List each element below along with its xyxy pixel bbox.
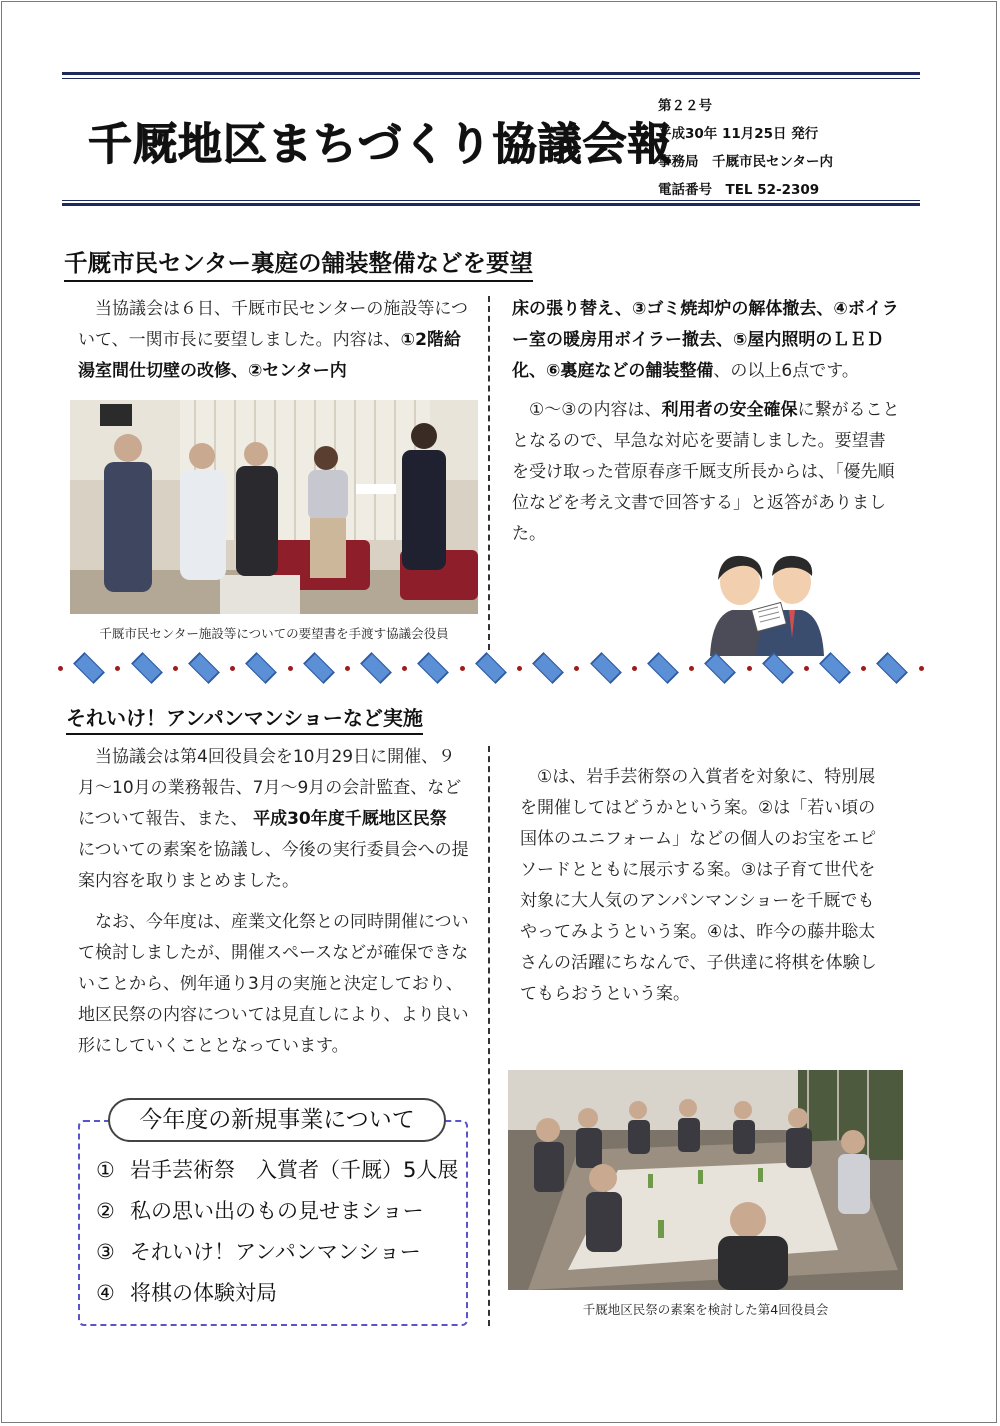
list-item-label: 岩手芸術祭 入賞者（千厩）5人展 bbox=[130, 1158, 459, 1182]
ornament-dot bbox=[173, 666, 178, 671]
list-item-number: ③ bbox=[96, 1240, 115, 1264]
ornament-dot bbox=[288, 666, 293, 671]
list-item bbox=[96, 1232, 458, 1273]
article1-right-p1b: 、の以上6点です。 bbox=[713, 361, 859, 381]
article1-left-p1b: ①2階給湯室間仕切壁の改修、②センター内 bbox=[78, 330, 461, 381]
article2-column-divider bbox=[488, 746, 490, 1326]
issue-phone: 電話番号 TEL 52-2309 bbox=[658, 182, 820, 198]
new-projects-title: 今年度の新規事業について bbox=[108, 1098, 446, 1142]
ornament-dot bbox=[689, 666, 694, 671]
article2-right-text bbox=[520, 762, 890, 1010]
ornament-dot bbox=[115, 666, 120, 671]
ornament-dot bbox=[517, 666, 522, 671]
article1-right-p2a: ①～③の内容は、 bbox=[529, 400, 662, 420]
ornament-dot bbox=[747, 666, 752, 671]
ornament-dot bbox=[402, 666, 407, 671]
article2-left-p1c: についての素案を協議し、今後の実行委員会への提案内容を取りまとめました。 bbox=[78, 809, 469, 891]
ornament-dot bbox=[919, 666, 924, 671]
issue-office: 事務局 千厩市民センター内 bbox=[658, 154, 833, 170]
list-item bbox=[96, 1191, 458, 1232]
ornament-dot bbox=[230, 666, 235, 671]
ornament-dot bbox=[804, 666, 809, 671]
list-item bbox=[96, 1150, 458, 1191]
article1-left-p1a: 当協議会は６日、千厩市民センターの施設等について、一関市長に要望しました。内容は、 bbox=[78, 299, 468, 350]
ornament-dot bbox=[861, 666, 866, 671]
list-item-label: それいけ！アンパンマンショー bbox=[130, 1240, 421, 1264]
list-item-number: ① bbox=[96, 1158, 115, 1182]
issue-number: 第２２号 bbox=[658, 98, 712, 114]
newsletter-title: 千厩地区まちづくり協議会報 bbox=[88, 119, 673, 170]
new-projects-list bbox=[96, 1150, 458, 1314]
article1-right-p2b: 利用者の安全確保 bbox=[661, 400, 798, 420]
article1-right-p1a: 床の張り替え、③ゴミ焼却炉の解体撤去、④ボイラー室の暖房用ボイラー撤去、⑤屋内照明のＬＥＤ化、⑥裏庭などの舗装整備 bbox=[512, 299, 899, 381]
list-item bbox=[96, 1273, 458, 1314]
ornament-dot bbox=[58, 666, 63, 671]
ornament-dot bbox=[632, 666, 637, 671]
article2-photo-caption: 千厩地区民祭の素案を検討した第4回役員会 bbox=[582, 1302, 829, 1317]
list-item-label: 私の思い出のもの見せまショー bbox=[130, 1199, 424, 1223]
article2-right-p1: ①は、岩手芸術祭の入賞者を対象に、特別展を開催してはどうかという案。②は「若い頃の国体のユニフォーム」などの個人のお宝をエピソードとともに展示する案。③は子育て世代を対象に大人気のアンパンマンショーを千厩でもやってみようという案。④は、昨今の藤井聡太さんの活躍にちなんで、子供達に将棋を体験してもらおうという案。 bbox=[520, 767, 877, 1004]
article2-left-p1a: 当協議会は第4回役員会を10月29日に開催、９月～10月の業務報告、7月～9月の会計監査、などについて報告、また、 bbox=[78, 747, 462, 829]
article1-photo bbox=[70, 400, 478, 614]
ornament-dot bbox=[460, 666, 465, 671]
list-item-number: ② bbox=[96, 1199, 115, 1223]
issue-info bbox=[658, 92, 833, 204]
article1-left-text bbox=[78, 294, 470, 387]
article2-left-p2: なお、今年度は、産業文化祭との同時開催について検討しましたが、開催スペースなどが確保できないことから、例年通り3月の実施と決定しており、地区民祭の内容については見直しにより、より良い形にしていくこととなっています。 bbox=[78, 912, 469, 1056]
meeting-photo-illustration bbox=[508, 1070, 903, 1290]
article1-headline: 千厩市民センター裏庭の舗装整備などを要望 bbox=[64, 244, 533, 282]
masthead-top-rule bbox=[62, 72, 920, 75]
masthead-top-rule-thin bbox=[62, 78, 920, 79]
article1-right-text bbox=[512, 294, 902, 550]
article1-right-p2c: に繋がることとなるので、早急な対応を要請しました。要望書を受け取った菅原春彦千厩支所長からは、「優先順位などを考え文書で回答する」と返答がありました。 bbox=[512, 400, 900, 544]
handover-photo-illustration bbox=[70, 400, 478, 614]
list-item-label: 将棋の体験対局 bbox=[130, 1281, 277, 1305]
masthead-bottom-rule bbox=[62, 203, 920, 206]
article1-column-divider bbox=[488, 296, 490, 650]
article1-photo-caption: 千厩市民センター施設等についての要望書を手渡す協議会役員 bbox=[99, 626, 449, 641]
issue-date: 平成30年 11月25日 発行 bbox=[658, 126, 819, 142]
article2-photo bbox=[508, 1070, 903, 1290]
ornament-dot bbox=[574, 666, 579, 671]
ornament-dot bbox=[345, 666, 350, 671]
article2-left-text bbox=[78, 742, 470, 1062]
handover-illustration bbox=[690, 546, 830, 656]
article2-left-p1b: 平成30年度千厩地区民祭 bbox=[253, 809, 447, 829]
list-item-number: ④ bbox=[96, 1281, 115, 1305]
ornament-divider bbox=[58, 658, 924, 678]
masthead-bottom-rule-thin bbox=[62, 200, 920, 201]
article2-headline: それいけ！アンパンマンショーなど実施 bbox=[66, 702, 423, 735]
